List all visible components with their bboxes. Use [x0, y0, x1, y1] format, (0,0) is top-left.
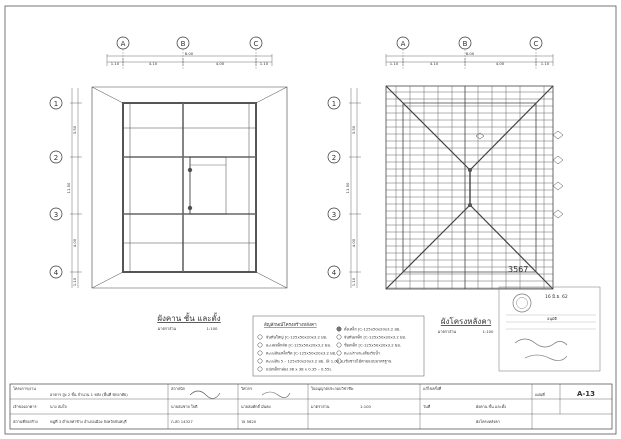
sheet-label: แผ่นที่	[535, 392, 545, 397]
left-plan-scale: 1:100	[206, 326, 218, 331]
dim-top-total: 8.00	[184, 51, 194, 56]
dim-left-right-3: 1.10	[351, 277, 356, 287]
dim-top-right-total: 8.00	[465, 51, 475, 56]
grid-col-a-right: A	[400, 40, 406, 48]
legend-item: จันทันใหญ่ [C-125x50x20x3.2 มม.	[266, 334, 328, 340]
grid-row-3-right: 3	[331, 211, 337, 219]
dim-left-right-total: 11.50	[345, 182, 350, 194]
engineer-label: สถาปนิก	[171, 386, 186, 391]
grid-row-4: 4	[53, 269, 59, 277]
revision-label: แก้ไขครั้งที่	[423, 386, 442, 391]
engineer-name: นายสมชาย ใจดี	[171, 404, 198, 409]
dim-left-1: 3.50	[72, 125, 77, 135]
grid-col-c-right: C	[533, 40, 539, 48]
grid-row-3: 3	[53, 211, 59, 219]
legend-item: ตะเฆ่สันเหล็กรีด [C-125x50x20x3.2 มม.	[266, 350, 337, 356]
dim-left-total: 11.50	[66, 182, 71, 194]
location-label: สถานที่ก่อสร้าง	[13, 419, 38, 424]
grid-row-2: 2	[53, 154, 59, 162]
grid-col-a: A	[120, 40, 126, 48]
legend-item: อะเสเหล็กดัด [C-125x50x20x3.2 มม.	[266, 342, 332, 348]
legend-item: แปเหล็กกล่อง 38 x 38 x 0.35 – 0.55L	[266, 366, 332, 372]
legend-item: ตะเฆ่รางกะเตียงรับน้ำ	[344, 350, 381, 356]
dim-left-2: 4.00	[72, 238, 77, 248]
scale-label: มาตราส่วน	[311, 404, 330, 409]
engineer-note: ใบอนุญาตประกอบวิชาชีพ	[311, 386, 354, 391]
stamp-date: 16 มิ.ย. 62	[545, 295, 568, 300]
legend-title: สัญลักษณ์โครงสร้างหลังคา	[264, 323, 317, 328]
dim-top-4: 1.10	[259, 61, 269, 66]
drawing-title-2: ผังโครงหลังคา	[476, 419, 500, 424]
right-plan-scale: 1:100	[482, 329, 494, 334]
dim-top-right-1: 1.10	[389, 61, 399, 66]
grid-row-1-right: 1	[331, 100, 337, 108]
legend-item: จันทันเหล็ก [C-125x50x20x3.2 มม.	[344, 334, 407, 340]
dim-top-3: 4.00	[215, 61, 225, 66]
legend-item: ตะเฆ่สัน 5 – 125x50x20x3.2 มม. @ 1.00 ม.	[266, 358, 345, 364]
civil-license: วย 5820	[241, 419, 257, 424]
dim-top-2: 4.10	[148, 61, 158, 66]
dim-top-1: 1.10	[110, 61, 120, 66]
stamp-number: 3567	[508, 265, 529, 274]
dim-top-right-3: 4.00	[495, 61, 505, 66]
owner-text: นาง สมใจ	[50, 404, 67, 409]
scale-value: 1:100	[360, 404, 371, 409]
legend-item: เชิงชายไม้ตามแบบมาตรฐาน	[344, 358, 392, 364]
project-label: โครงการ/งาน	[13, 386, 36, 391]
stamp-approved: อนุมัติ	[547, 316, 557, 321]
sheet-number: A-13	[576, 390, 596, 398]
dim-left-3: 1.10	[72, 277, 77, 287]
grid-row-4-right: 4	[331, 269, 337, 277]
engineer-license: ภ-สถ 14327	[171, 419, 193, 424]
grid-row-2-right: 2	[331, 154, 337, 162]
right-plan-scale-label: มาตราส่วน	[437, 329, 457, 334]
left-plan-scale-label: มาตราส่วน	[157, 326, 177, 331]
dim-top-right-4: 1.10	[540, 61, 550, 66]
dim-top-right-2: 4.10	[429, 61, 439, 66]
grid-col-b-right: B	[462, 40, 468, 48]
drawing-title: ผังคาน ชั้น และตั้ง	[476, 404, 507, 409]
dim-left-right-2: 4.00	[351, 238, 356, 248]
date-label: วันที่	[423, 404, 431, 409]
grid-col-c: C	[253, 40, 259, 48]
dim-left-right-1: 3.50	[351, 125, 356, 135]
left-plan-title: ผังคาน ชั้น และตั้ง	[157, 314, 221, 323]
right-plan-title: ผังโครงหลังคา	[440, 317, 492, 326]
project-text: อาคาร สูง 2 ชั้น จำนวน 1 หลัง (พื้นที่ พักอาศัย)	[50, 392, 128, 397]
civil-name: นายสมศักดิ์ มั่นคง	[241, 404, 271, 409]
civil-label: วิศวกร	[241, 386, 253, 391]
location-text: หมู่ที่ 3 ตำบลท่าช้าง อำเภอเมือง จังหวัดจันทบุรี	[50, 419, 127, 424]
grid-col-b: B	[180, 40, 186, 48]
grid-row-1: 1	[53, 100, 59, 108]
legend-item: ดั้งเหล็ก [C-125x50x20x3.2 มม.	[344, 326, 401, 332]
owner-label: เจ้าของอาคาร	[13, 404, 37, 409]
legend-item: ขื่อเหล็ก [C-125x50x20x3.2 มม.	[344, 342, 402, 348]
